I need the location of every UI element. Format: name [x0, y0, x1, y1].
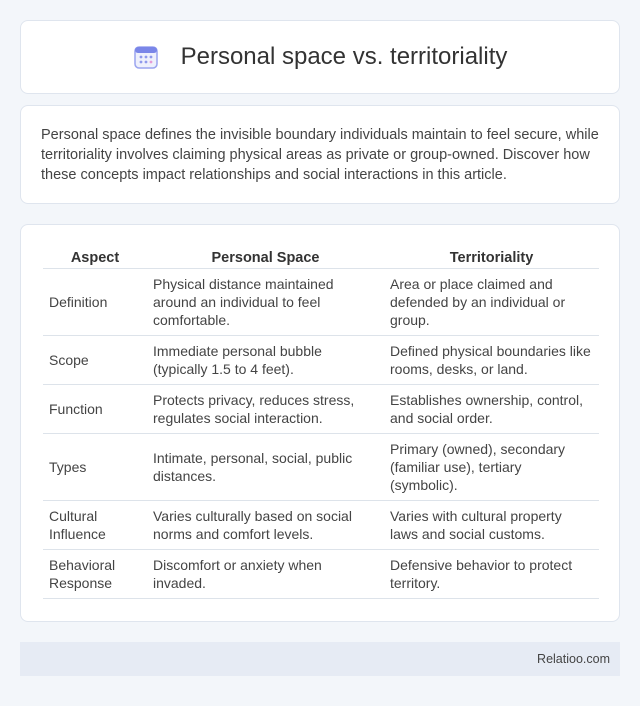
table-row: [43, 269, 599, 336]
row-aspect: Function: [43, 385, 147, 434]
intro-text: Personal space defines the invisible boundary individuals maintain to feel secure, while territoriality involves claiming physical areas as private or group-owned. Discover how these concepts impact relationships and social interactions in this article.: [41, 127, 599, 183]
row-territoriality: Defensive behavior to protect territory.: [384, 550, 599, 599]
header-personal-space: Personal Space: [147, 247, 384, 269]
header-aspect: Aspect: [43, 247, 147, 269]
row-personal-space: Varies culturally based on social norms and comfort levels.: [147, 501, 384, 550]
table-row: [43, 501, 599, 550]
row-territoriality: Varies with cultural property laws and social customs.: [384, 501, 599, 550]
comparison-table-card: [20, 224, 620, 622]
row-territoriality: Primary (owned), secondary (familiar use), tertiary (symbolic).: [384, 434, 599, 501]
row-personal-space: Immediate personal bubble (typically 1.5 to 4 feet).: [147, 336, 384, 385]
page-title: Personal space vs. territoriality: [180, 43, 508, 70]
table-row: [43, 385, 599, 434]
table-row: [43, 336, 599, 385]
row-territoriality: Area or place claimed and defended by an individual or group.: [384, 269, 599, 336]
row-territoriality: Defined physical boundaries like rooms, desks, or land.: [384, 336, 599, 385]
row-aspect: Definition: [43, 269, 147, 336]
row-personal-space: Discomfort or anxiety when invaded.: [147, 550, 384, 599]
footer: [20, 642, 620, 676]
row-aspect: Types: [43, 434, 147, 501]
row-aspect: Cultural Influence: [43, 501, 147, 550]
row-aspect: Behavioral Response: [43, 550, 147, 599]
row-personal-space: Physical distance maintained around an individual to feel comfortable.: [147, 269, 384, 336]
row-territoriality: Establishes ownership, control, and social order.: [384, 385, 599, 434]
title-card: [20, 20, 620, 94]
footer-brand[interactable]: Relatioo.com: [537, 652, 610, 666]
row-aspect: Scope: [43, 336, 147, 385]
intro-card: [20, 105, 620, 204]
header-territoriality: Territoriality: [384, 247, 599, 269]
comparison-table: [43, 247, 599, 599]
row-personal-space: Protects privacy, reduces stress, regulates social interaction.: [147, 385, 384, 434]
table-row: [43, 434, 599, 501]
calendar-icon: [133, 44, 159, 70]
table-header-row: [43, 247, 599, 269]
table-row: [43, 550, 599, 599]
row-personal-space: Intimate, personal, social, public distances.: [147, 434, 384, 501]
